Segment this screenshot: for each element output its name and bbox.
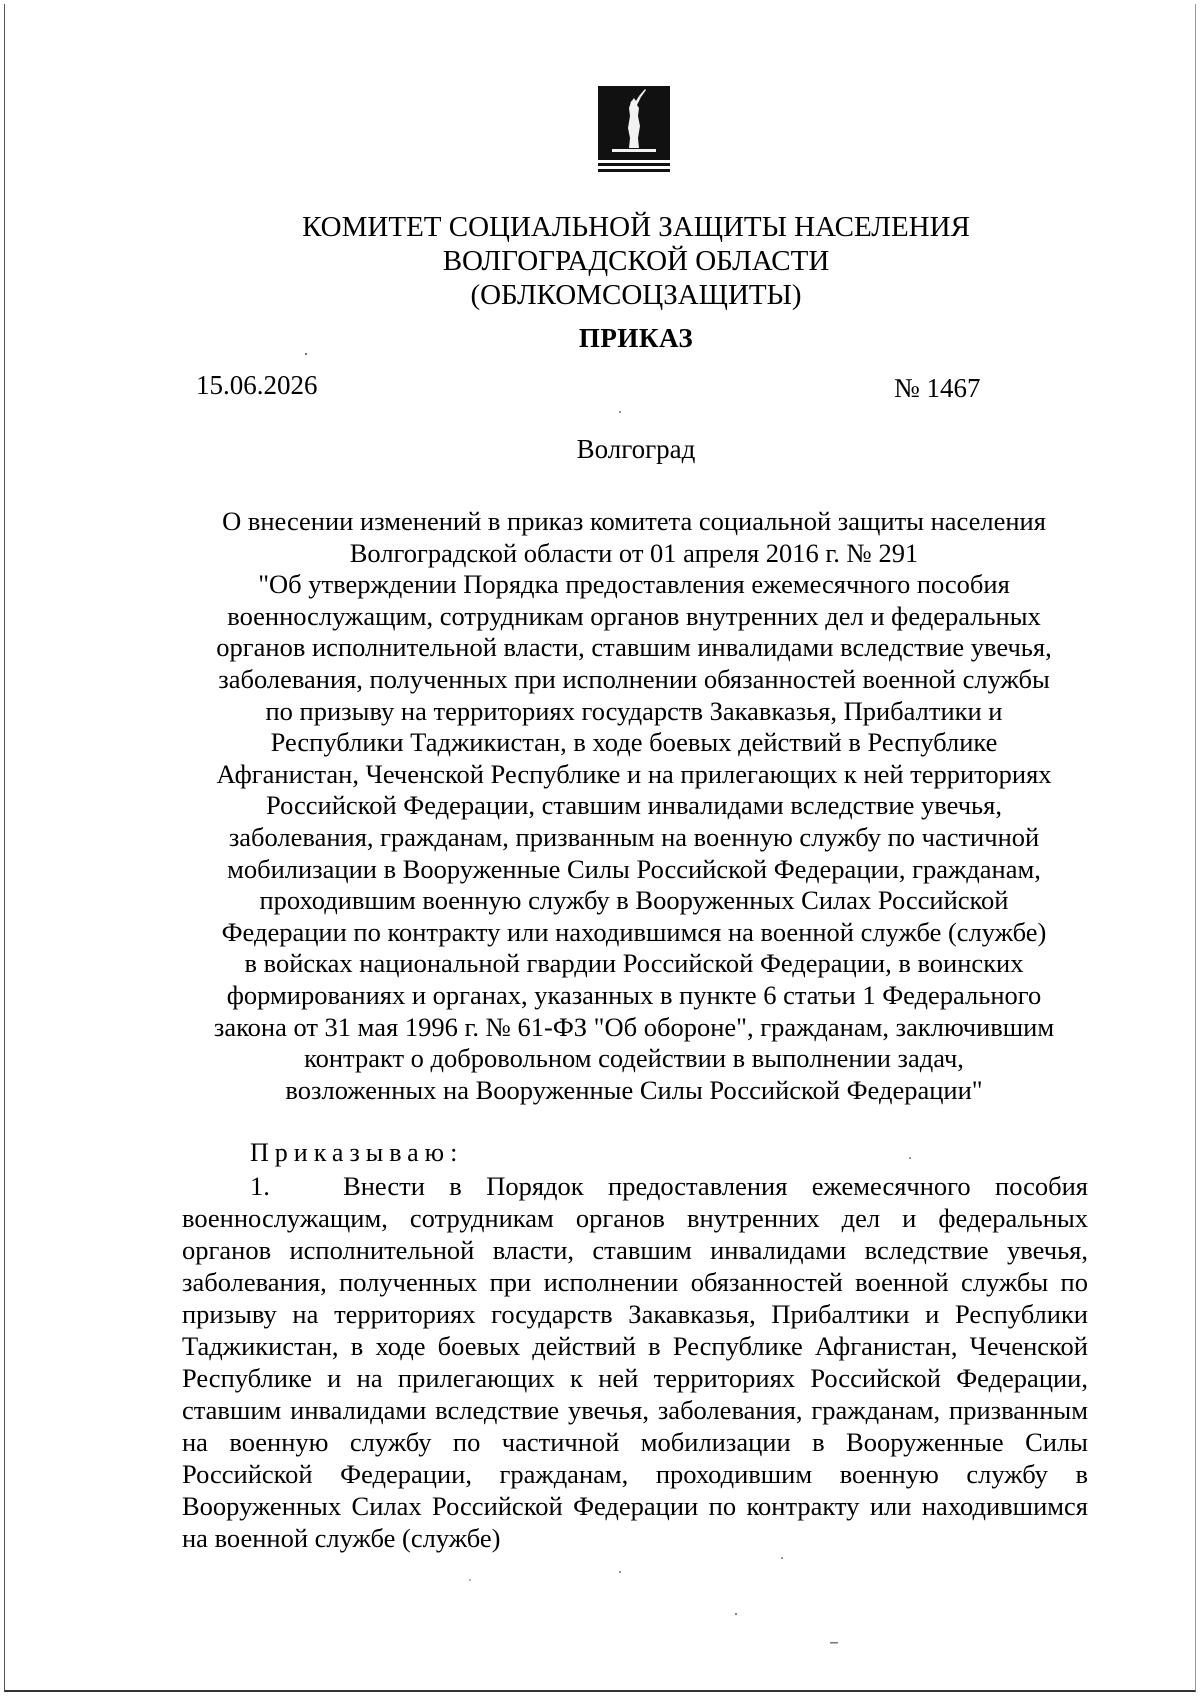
- title-line: формированиях и органах, указанных в пункте 6 статьи 1 Федерального: [226, 979, 1042, 1010]
- title-line: Республики Таджикистан, в ходе боевых действий в Республике: [270, 727, 998, 758]
- document-type: ПРИКАЗ: [578, 323, 694, 353]
- title-line: закона от 31 мая 1996 г. № 61-ФЗ "Об обороне", гражданам, заключившим: [213, 1011, 1055, 1042]
- organization-line-2: ВОЛГОГРАДСКОЙ ОБЛАСТИ: [442, 245, 830, 277]
- title-line: по призыву на территориях государств Закавказья, Прибалтики и: [265, 695, 1003, 726]
- title-line: органов исполнительной власти, ставшим инвалидами вследствие увечья,: [216, 632, 1052, 663]
- document-date: 15.06.2026: [196, 370, 318, 400]
- title-line: "Об утверждении Порядка предоставления ежемесячного пособия: [258, 569, 1010, 600]
- document-number: № 1467: [894, 373, 981, 403]
- title-line: Российской Федерации, ставшим инвалидами вследствие увечья,: [266, 790, 1002, 821]
- title-line: Федерации по контракту или находившимся на военной службе (службе): [221, 916, 1047, 947]
- title-line: в войсках национальной гвардии Российской Федерации, в воинских: [244, 948, 1024, 979]
- title-line: заболевания, гражданам, призванным на военную службу по частичной: [228, 821, 1040, 852]
- title-line: контракт о добровольном содействии в выполнении задач,: [304, 1043, 964, 1074]
- organization-line-1: КОМИТЕТ СОЦИАЛЬНОЙ ЗАЩИТЫ НАСЕЛЕНИЯ: [302, 211, 970, 243]
- order-word: Приказываю:: [250, 1138, 464, 1167]
- title-line: заболевания, полученных при исполнении обязанностей военной службы: [218, 663, 1050, 694]
- title-line: проходившим военную службу в Вооруженных Силах Российской: [259, 885, 1009, 916]
- organization-line-3: (ОБЛКОМСОЦЗАЩИТЫ): [470, 279, 802, 311]
- title-line: О внесении изменений в приказ комитета социальной защиты населения: [222, 506, 1046, 536]
- title-line: возложенных на Вооруженные Силы Российской Федерации": [285, 1074, 983, 1105]
- body-paragraph-1: 1. Внести в Порядок предоставления ежемесячного пособия военнослужащим, сотрудникам органов внутренних дел и федеральных органов исполнительной власти, ставшим инвалидами вследствие увечья, заболевания, полученных при исполнении обязанностей военной службы по призыву на территориях государств Закавказья, Прибалтики и Республики Таджикистан, в ходе боевых действий в Республике Афганистан, Чеченской Республике и на прилегающих к ней территориях Российской Федерации, ставшим инвалидами вследствие увечья, заболевания, гражданам, призванным на военную службу по частичной мобилизации в Вооруженные Силы Российской Федерации, гражданам, проходившим военную службу в Вооруженных Силах Российской Федерации по контракту или находившимся на военной службе (службе): [182, 1171, 1088, 1553]
- document-city: Волгоград: [576, 434, 696, 464]
- title-line: Волгоградской области от 01 апреля 2016 г. № 291: [349, 537, 919, 568]
- title-line: военнослужащим, сотрудникам органов внутренних дел и федеральных: [227, 600, 1041, 631]
- title-line: мобилизации в Вооруженные Силы Российской Федерации, гражданам,: [227, 853, 1041, 884]
- title-line: Афганистан, Чеченской Республике и на прилегающих к ней территориях: [216, 758, 1052, 789]
